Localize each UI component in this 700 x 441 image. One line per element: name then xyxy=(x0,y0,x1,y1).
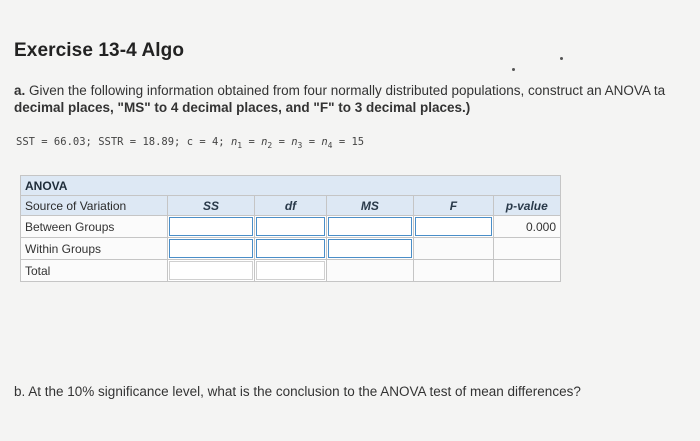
within-ms-input[interactable] xyxy=(328,239,412,258)
between-ms-input[interactable] xyxy=(328,217,412,236)
within-df-input[interactable] xyxy=(256,239,324,258)
between-df-input[interactable] xyxy=(256,217,324,236)
within-df-cell xyxy=(255,238,326,260)
row-within-label: Within Groups xyxy=(21,238,168,260)
header-ss: SS xyxy=(167,196,254,216)
between-ss-input[interactable] xyxy=(169,217,253,236)
between-ms-cell xyxy=(326,216,413,238)
total-df-cell xyxy=(255,260,326,282)
within-ss-cell xyxy=(167,238,254,260)
header-ms: MS xyxy=(326,196,413,216)
given-sample-sizes: $n_1 = n_2 = n_3 = n_4$ xyxy=(230,136,333,151)
given-c: c = 4; xyxy=(186,136,225,148)
anova-table xyxy=(20,175,561,282)
header-df: df xyxy=(255,196,326,216)
row-between-label: Between Groups xyxy=(21,216,168,238)
given-values xyxy=(16,136,364,150)
row-between xyxy=(21,216,561,238)
between-f-input[interactable] xyxy=(415,217,491,236)
given-sstr: SSTR = 18.89; xyxy=(98,136,181,148)
within-f-empty xyxy=(414,238,493,260)
total-pvalue-empty xyxy=(493,260,560,282)
question-a xyxy=(14,82,700,116)
between-df-cell xyxy=(255,216,326,238)
part-a-text: Given the following information obtained from four normally distributed populations, construct an ANOVA ta xyxy=(29,83,666,98)
total-ss-input[interactable] xyxy=(169,261,253,280)
within-pvalue-empty xyxy=(493,238,560,260)
given-n-value: = 15 xyxy=(338,136,365,148)
total-f-empty xyxy=(414,260,493,282)
total-ss-cell xyxy=(167,260,254,282)
header-pvalue: p-value xyxy=(493,196,560,216)
row-total xyxy=(21,260,561,282)
exercise-title: Exercise 13-4 Algo xyxy=(14,40,185,61)
part-a-instruction: decimal places, "MS" to 4 decimal places, and "F" to 3 decimal places.) xyxy=(14,100,471,115)
total-df-input[interactable] xyxy=(256,261,324,280)
screen-speck xyxy=(512,68,515,71)
question-b: b. At the 10% significance level, what is the conclusion to the ANOVA test of mean differences? xyxy=(14,384,581,399)
row-within xyxy=(21,238,561,260)
total-ms-empty xyxy=(326,260,413,282)
screen-speck xyxy=(560,57,563,60)
anova-caption: ANOVA xyxy=(21,176,561,196)
between-f-cell xyxy=(414,216,493,238)
given-sst: SST = 66.03; xyxy=(16,136,92,148)
within-ms-cell xyxy=(326,238,413,260)
between-ss-cell xyxy=(167,216,254,238)
header-source: Source of Variation xyxy=(21,196,168,216)
row-total-label: Total xyxy=(21,260,168,282)
within-ss-input[interactable] xyxy=(169,239,253,258)
part-a-letter: a. xyxy=(14,83,26,98)
header-f: F xyxy=(414,196,493,216)
between-pvalue: 0.000 xyxy=(493,216,560,238)
